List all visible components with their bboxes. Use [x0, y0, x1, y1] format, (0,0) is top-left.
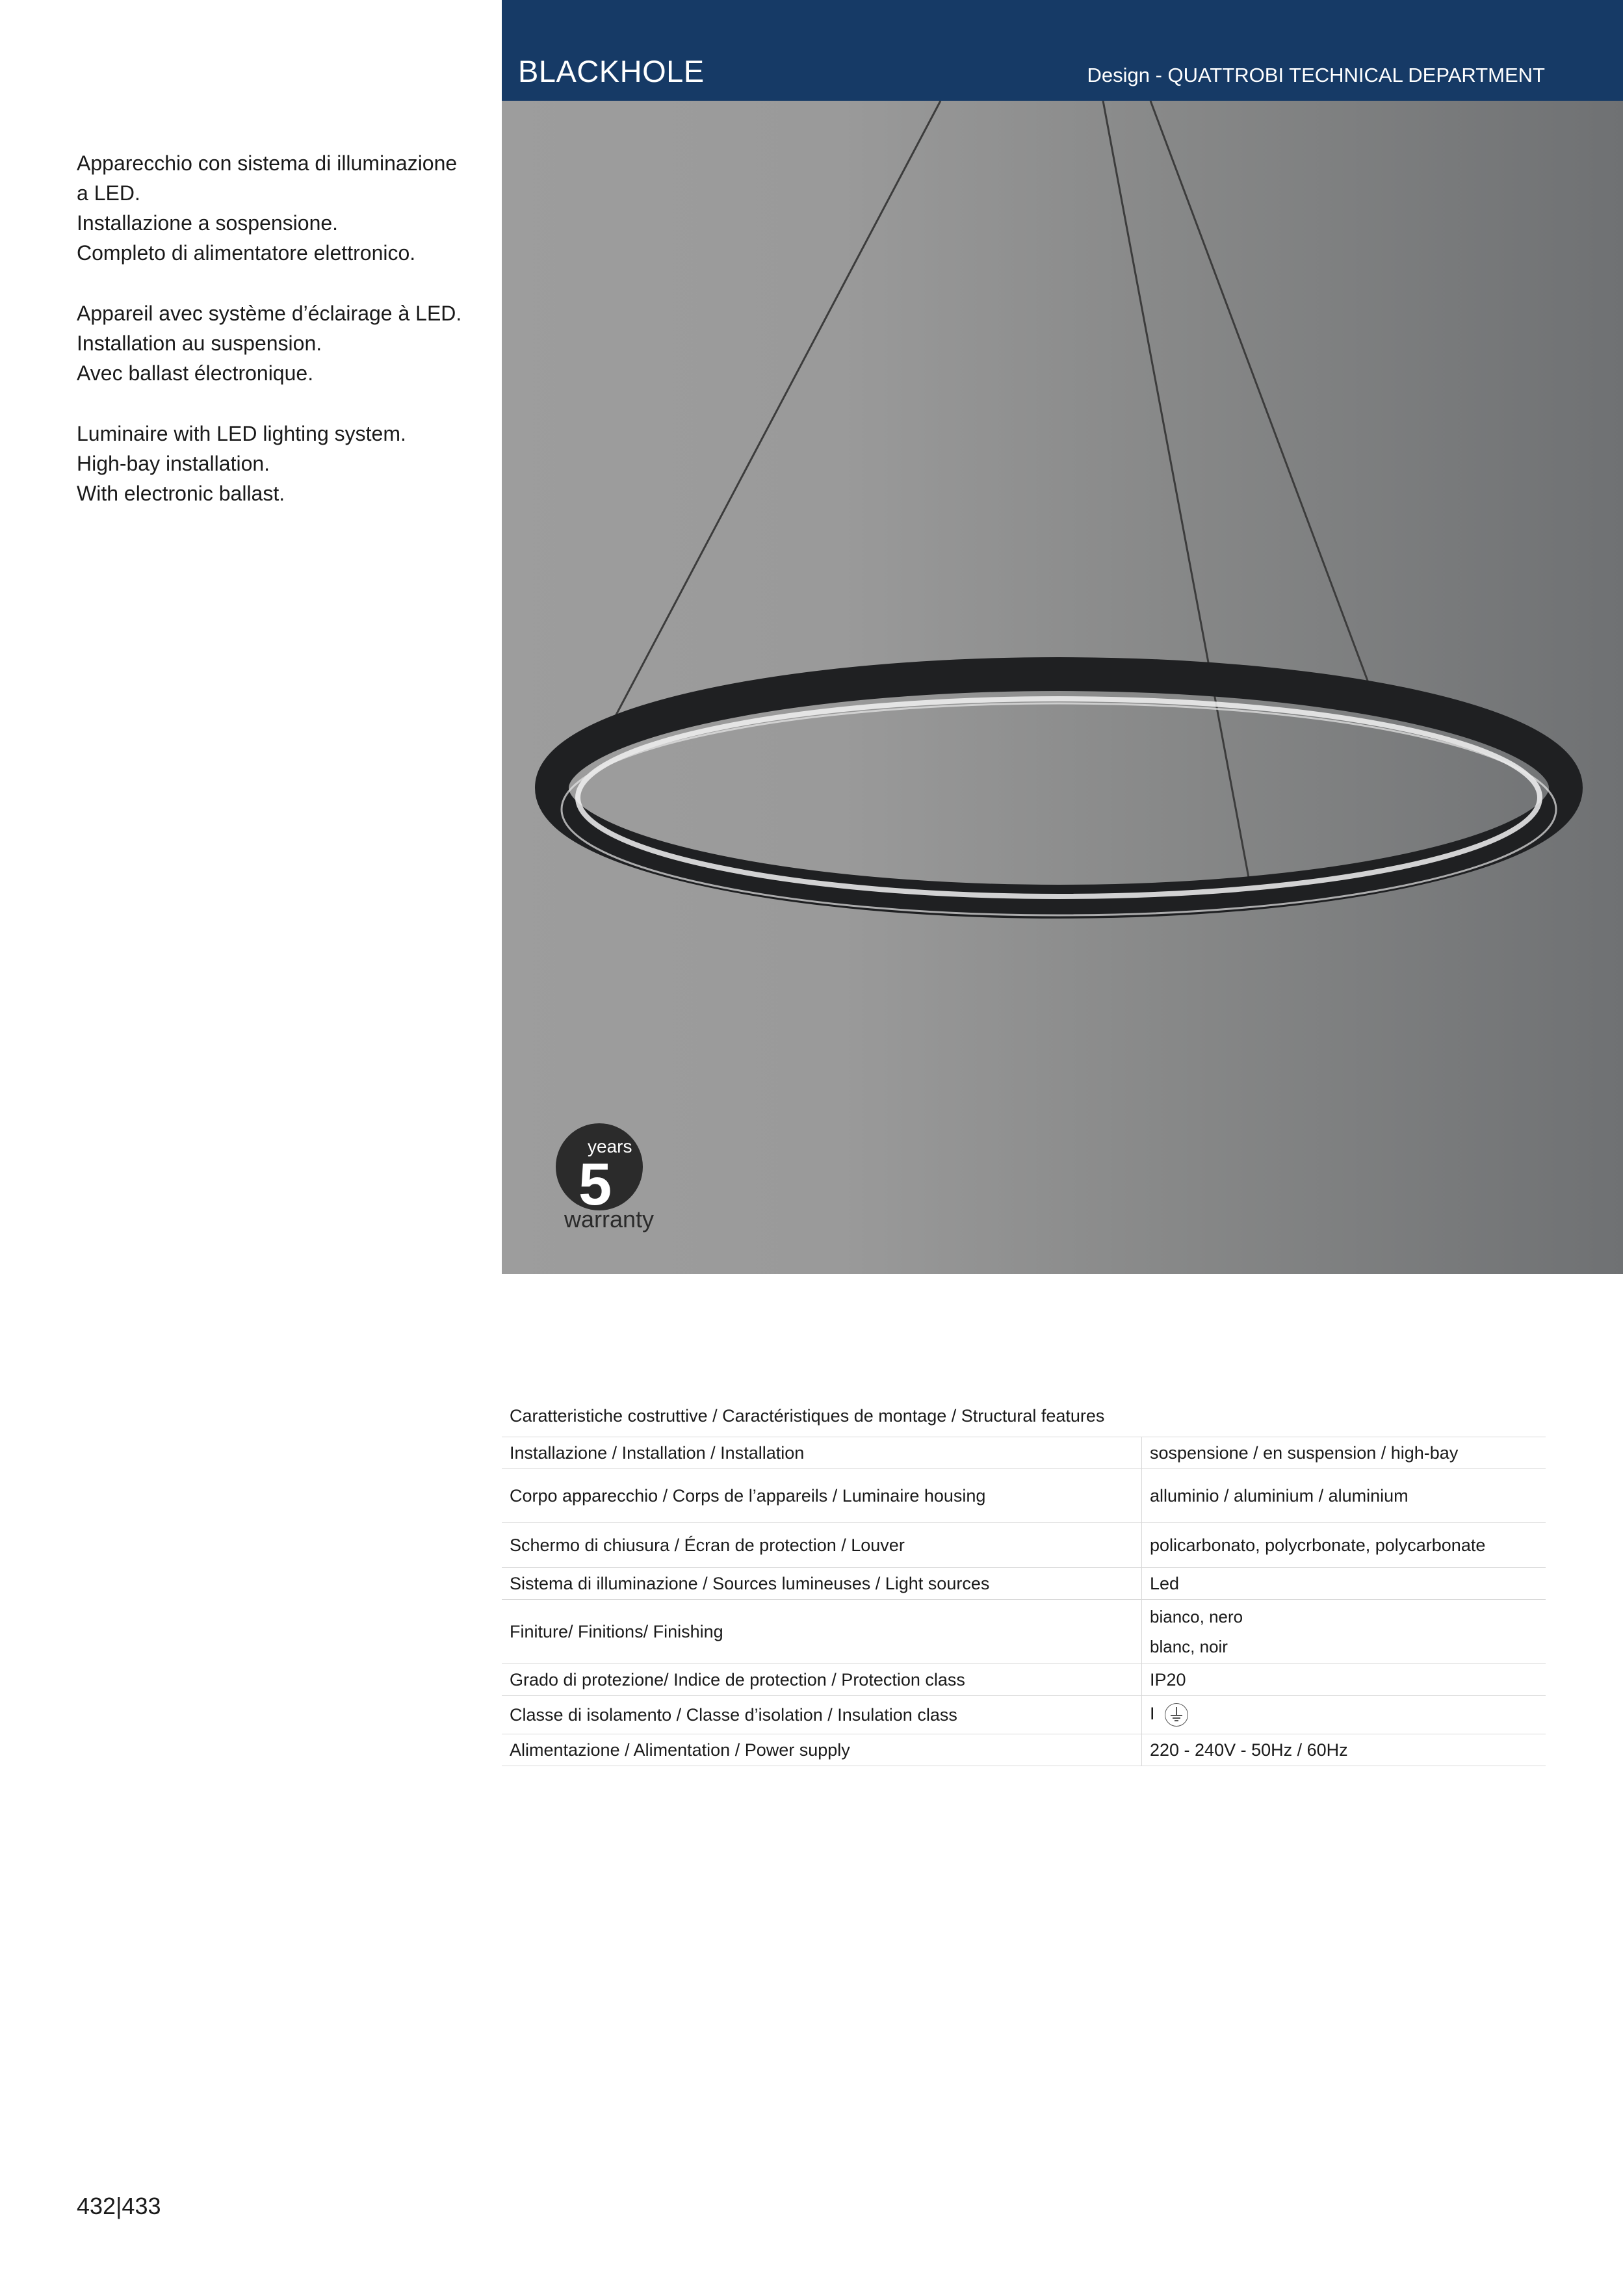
spec-label: Alimentazione / Alimentation / Power supply	[502, 1734, 1142, 1766]
spec-label: Corpo apparecchio / Corps de l’appareils / Luminaire housing	[502, 1469, 1142, 1522]
insulation-class-value: I	[1150, 1704, 1155, 1724]
intro-en-line: High-bay installation.	[77, 452, 270, 475]
intro-it-line: a LED.	[77, 181, 140, 205]
table-row	[502, 1696, 1546, 1734]
intro-en-line: Luminaire with LED lighting system.	[77, 422, 406, 445]
table-row	[502, 1600, 1546, 1664]
spec-value	[1142, 1469, 1546, 1522]
spec-value-line: 220 - 240V - 50Hz / 60Hz	[1150, 1740, 1348, 1760]
spec-value-line: sospensione / en suspension / high-bay	[1150, 1442, 1459, 1463]
warranty-years-text: years	[588, 1136, 632, 1156]
spec-label: Grado di protezione/ Indice de protection / Protection class	[502, 1664, 1142, 1695]
specs-table	[502, 1398, 1546, 1766]
spec-value-line	[1150, 1703, 1538, 1727]
spec-value	[1142, 1437, 1546, 1468]
intro-it-line: Apparecchio con sistema di illuminazione	[77, 151, 458, 175]
product-photo	[502, 101, 1623, 1274]
specs-heading: Caratteristiche costruttive / Caractéristiques de montage / Structural features	[502, 1398, 1546, 1437]
spec-value-line: alluminio / aluminium / aluminium	[1150, 1485, 1409, 1506]
intro-it-line: Installazione a sospensione.	[77, 211, 339, 235]
intro-fr-line: Appareil avec système d’éclairage à LED.	[77, 302, 462, 325]
product-header	[502, 0, 1623, 101]
intro-italian	[77, 148, 467, 268]
spec-value	[1142, 1734, 1546, 1766]
spec-value	[1142, 1664, 1546, 1695]
intro-description	[77, 148, 467, 539]
table-row	[502, 1568, 1546, 1600]
spec-label: Schermo di chiusura / Écran de protection / Louver	[502, 1523, 1142, 1567]
table-row	[502, 1664, 1546, 1696]
spec-label: Classe di isolamento / Classe d’isolation / Insulation class	[502, 1696, 1142, 1734]
table-row	[502, 1734, 1546, 1766]
intro-fr-line: Installation au suspension.	[77, 332, 322, 355]
table-row	[502, 1469, 1546, 1523]
ring-pendant-illustration	[502, 101, 1623, 1274]
spec-label: Installazione / Installation / Installation	[502, 1437, 1142, 1468]
spec-value	[1142, 1696, 1546, 1734]
product-title: BLACKHOLE	[518, 54, 705, 88]
warranty-5-years-icon	[554, 1121, 664, 1212]
spec-value-line: bianco, nero	[1150, 1607, 1243, 1626]
table-row	[502, 1437, 1546, 1469]
spec-value-line: Led	[1150, 1573, 1180, 1593]
page-number: 432|433	[77, 2193, 161, 2219]
intro-french	[77, 298, 467, 388]
design-credit: Design - QUATTROBI TECHNICAL DEPARTMENT	[1087, 64, 1545, 86]
spec-value	[1142, 1568, 1546, 1599]
spec-value	[1142, 1600, 1546, 1663]
intro-fr-line: Avec ballast électronique.	[77, 361, 314, 385]
spec-value	[1142, 1523, 1546, 1567]
intro-en-line: With electronic ballast.	[77, 482, 285, 505]
ground-symbol-icon	[1165, 1703, 1188, 1727]
table-row	[502, 1523, 1546, 1568]
warranty-number: 5	[578, 1151, 612, 1212]
spec-value-line: IP20	[1150, 1669, 1186, 1689]
warranty-label: warranty	[564, 1206, 655, 1233]
spec-label: Sistema di illuminazione / Sources lumineuses / Light sources	[502, 1568, 1142, 1599]
spec-label: Finiture/ Finitions/ Finishing	[502, 1600, 1142, 1663]
spec-value-line: blanc, noir	[1150, 1637, 1228, 1656]
warranty-badge	[554, 1121, 664, 1238]
intro-english	[77, 419, 467, 508]
intro-it-line: Completo di alimentatore elettronico.	[77, 241, 416, 265]
spec-value-line: policarbonato, polycrbonate, polycarbonate	[1150, 1535, 1486, 1555]
